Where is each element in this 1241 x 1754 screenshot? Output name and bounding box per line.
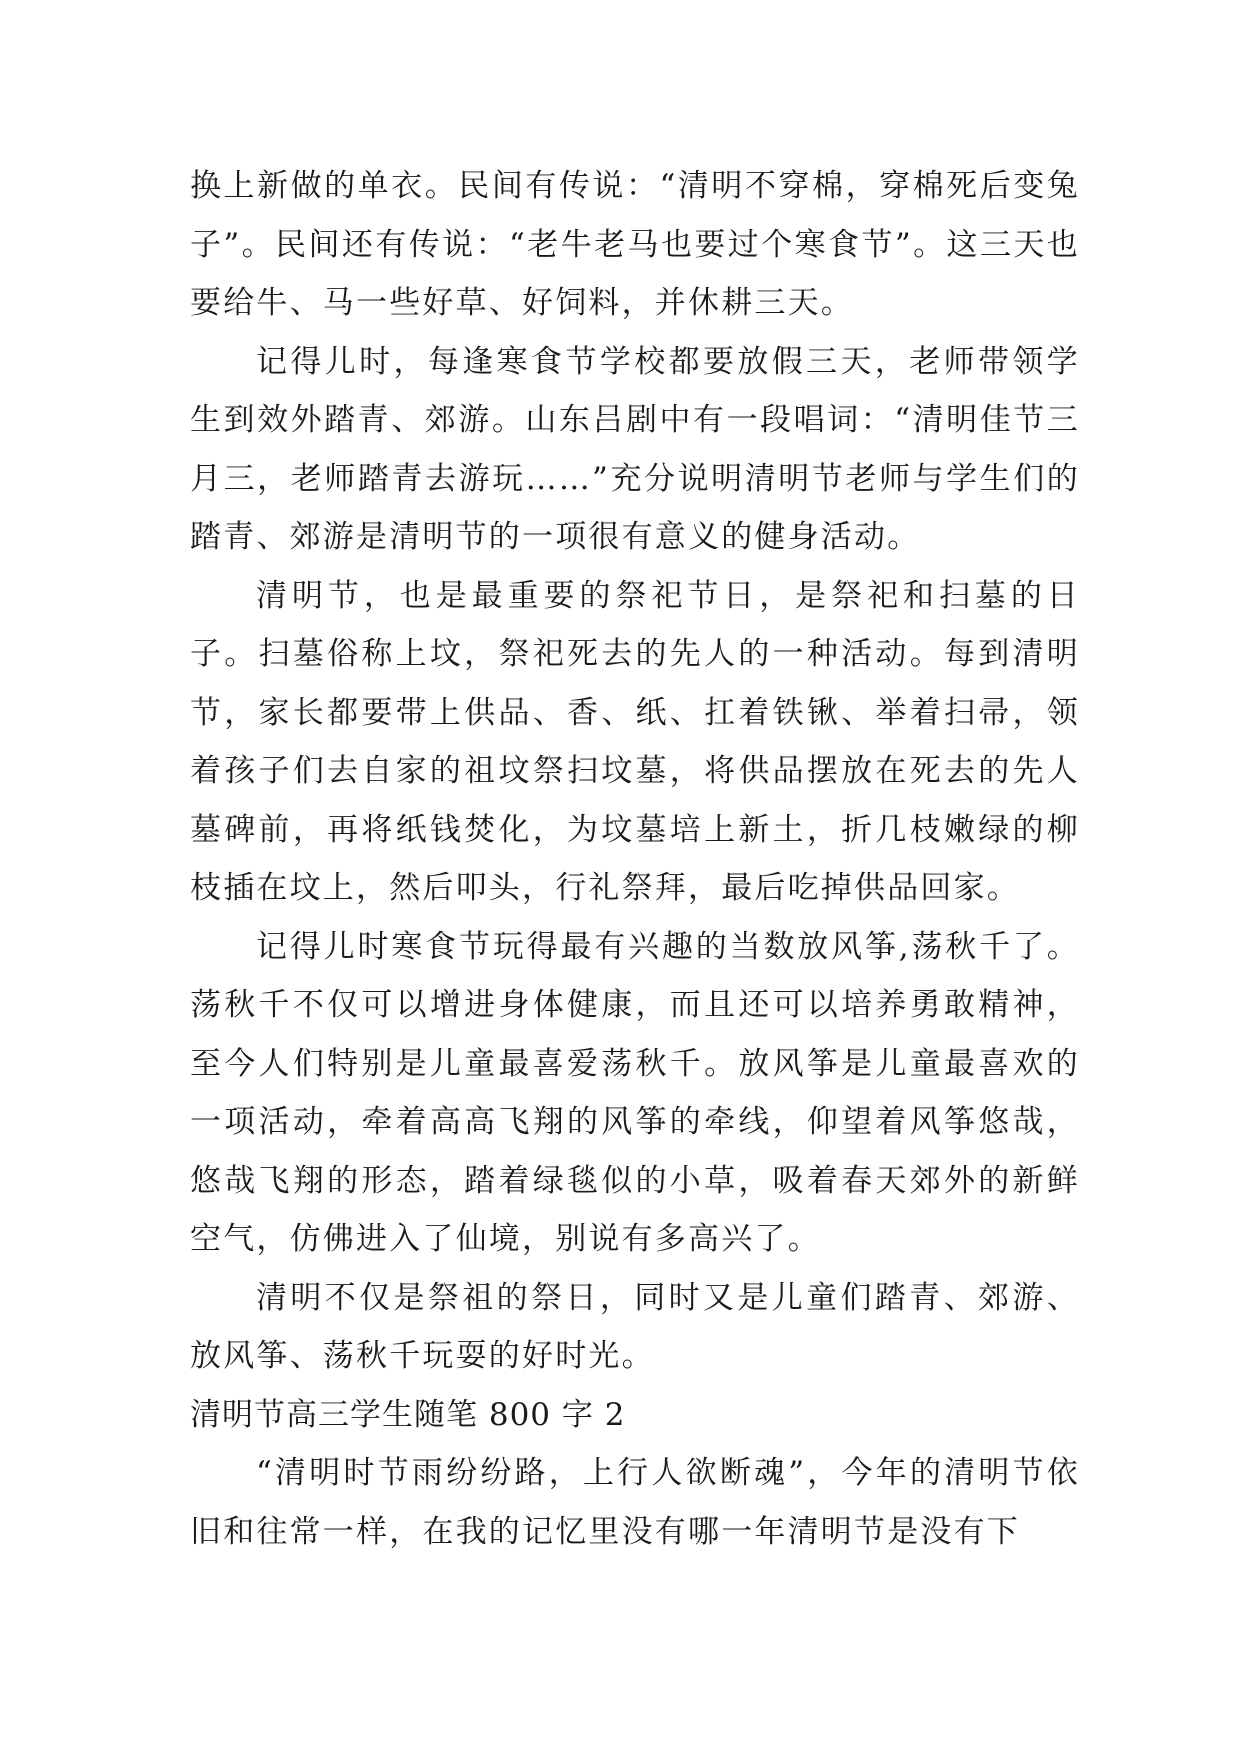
paragraph-continuation: 换上新做的单衣。民间有传说：“清明不穿棉，穿棉死后变兔子”。民间还有传说：“老牛老马也要过个寒食节”。这三天也要给牛、马一些好草、好饲料，并休耕三天。 bbox=[190, 168, 1080, 321]
document-body bbox=[190, 157, 1080, 1561]
paragraph: 记得儿时寒食节玩得最有兴趣的当数放风筝,荡秋千了。荡秋千不仅可以增进身体健康，而且还可以培养勇敢精神，至今人们特别是儿童最喜爱荡秋千。放风筝是儿童最喜欢的一项活动，牵着高高飞翔的风筝的牵线，仰望着风筝悠哉，悠哉飞翔的形态，踏着绿毯似的小草，吸着春天郊外的新鲜空气，仿佛进入了仙境，别说有多高兴了。 bbox=[190, 928, 1080, 1257]
section-heading: 清明节高三学生随笔 800 字 2 bbox=[190, 1396, 626, 1433]
paragraph: “清明时节雨纷纷路，上行人欲断魂”，今年的清明节依旧和往常一样，在我的记忆里没有哪一年清明节是没有下 bbox=[190, 1455, 1080, 1550]
paragraph: 清明不仅是祭祖的祭日，同时又是儿童们踏青、郊游、放风筝、荡秋千玩耍的好时光。 bbox=[190, 1279, 1080, 1374]
paragraph: 清明节，也是最重要的祭祀节日，是祭祀和扫墓的日子。扫墓俗称上坟，祭祀死去的先人的一种活动。每到清明节，家长都要带上供品、香、纸、扛着铁锹、举着扫帚，领着孩子们去自家的祖坟祭扫坟墓，将供品摆放在死去的先人墓碑前，再将纸钱焚化，为坟墓培上新土，折几枝嫩绿的柳枝插在坟上，然后叩头，行礼祭拜，最后吃掉供品回家。 bbox=[190, 577, 1080, 906]
paragraph: 记得儿时，每逢寒食节学校都要放假三天，老师带领学生到效外踏青、郊游。山东吕剧中有一段唱词：“清明佳节三月三，老师踏青去游玩……”充分说明清明节老师与学生们的踏青、郊游是清明节的一项很有意义的健身活动。 bbox=[190, 343, 1080, 555]
